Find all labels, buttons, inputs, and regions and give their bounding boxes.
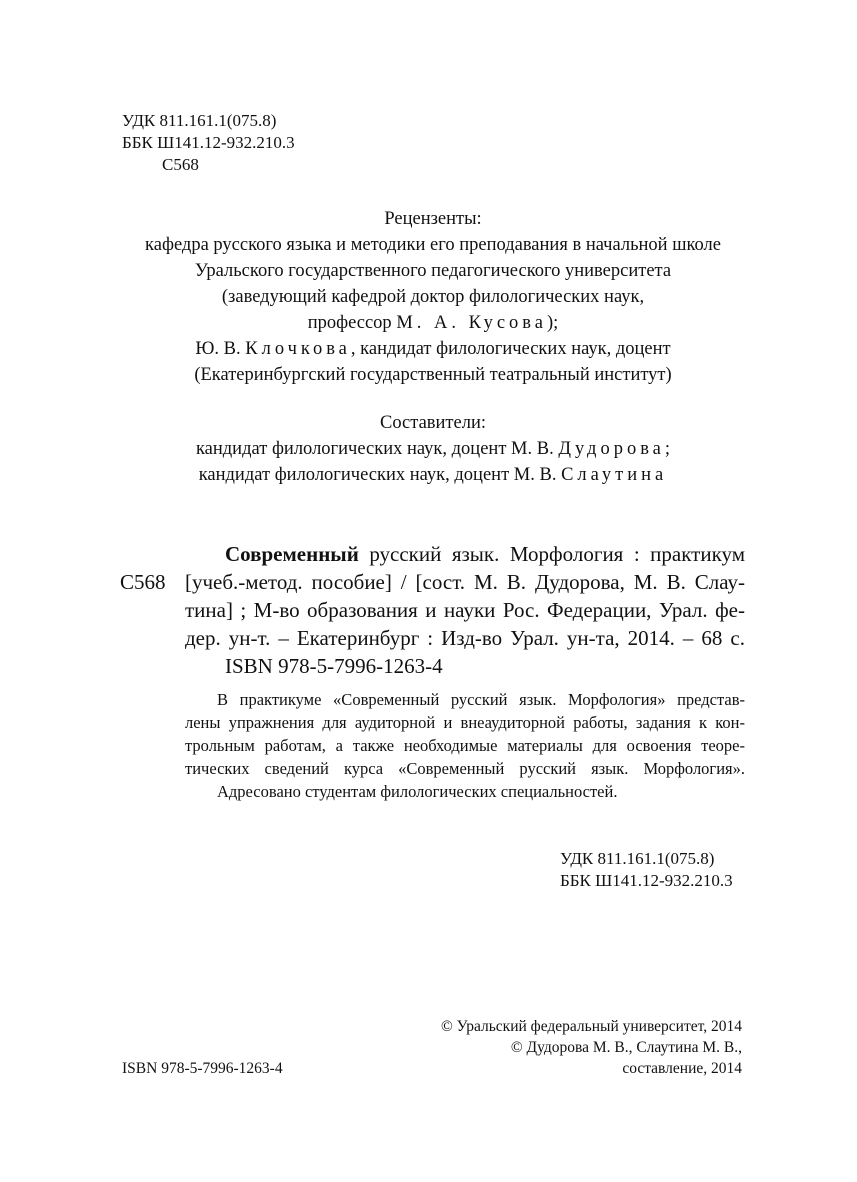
catalog-title-line: [225, 540, 745, 568]
catalog-card: [120, 540, 745, 680]
copyright-line: © Уральский федеральный университет, 2014: [440, 1018, 742, 1035]
reviewer-org-line: (заведующий кафедрой доктор филологических наук,: [221, 287, 645, 307]
catalog-code: С568: [120, 570, 166, 594]
classification-codes-top: [122, 110, 295, 176]
catalog-row: [120, 624, 745, 652]
annotation-line: тических сведений курса «Современный русский язык. Морфология».: [185, 759, 745, 778]
annotation-line: Адресовано студентам филологических специальностей.: [217, 782, 618, 801]
compiler-line: [100, 462, 766, 488]
copyright-line: © Дудорова М. В., Слаутина М. В.,: [510, 1039, 742, 1056]
bbk-code: ББК Ш141.12-932.210.3: [560, 871, 733, 890]
compiler-line: [100, 436, 766, 462]
catalog-title: Современный: [225, 542, 359, 566]
catalog-row: [120, 540, 745, 568]
reviewer-name: М. А. Кусова: [396, 313, 547, 333]
annotation-line: В практикуме «Современный русский язык. Морфология» представ-: [217, 690, 745, 709]
reviewer-suffix: );: [546, 313, 559, 333]
compilers-block: [100, 410, 766, 488]
reviewers-heading: Рецензенты:: [384, 209, 482, 229]
compiler-degree: кандидат филологических наук, доцент: [195, 439, 507, 459]
reviewer-person: [100, 336, 766, 362]
catalog-line: дер. ун-т. – Екатеринбург : Изд-во Урал. ун-та, 2014. – 68 с.: [185, 626, 745, 650]
annotation-line: трольным работам, а также необходимые материалы для освоения теоре-: [185, 736, 745, 755]
compiler-surname: Слаутина: [561, 465, 668, 485]
reviewer-surname: Клочкова: [245, 339, 351, 359]
compiler-initials: М. В.: [513, 465, 557, 485]
annotation-line: лены упражнения для аудиторной и внеаудиторной работы, задания к кон-: [185, 713, 745, 732]
catalog-row: [120, 568, 745, 596]
reviewer-org-line: кафедра русского языка и методики его преподавания в начальной школе: [145, 235, 721, 255]
catalog-isbn: ISBN 978-5-7996-1263-4: [225, 654, 443, 678]
annotation: [185, 688, 745, 803]
reviewer-degree: , кандидат филологических наук, доцент: [350, 339, 671, 359]
compiler-degree: кандидат филологических наук, доцент: [198, 465, 510, 485]
reviewer-initials: Ю. В.: [195, 339, 241, 359]
copyright-block: [400, 1016, 742, 1079]
reviewers-block: [100, 206, 766, 388]
compiler-suffix: ;: [664, 439, 671, 459]
classification-codes-bottom: [560, 848, 733, 892]
catalog-line: тина] ; М-во образования и науки Рос. Федерации, Урал. фе-: [185, 598, 745, 622]
compiler-surname: Дудорова: [558, 439, 665, 459]
compiler-initials: М. В.: [511, 439, 554, 459]
reviewer-org-head: [100, 310, 766, 336]
copyright-line: составление, 2014: [622, 1060, 742, 1077]
catalog-line: [учеб.-метод. пособие] / [сост. М. В. Дудорова, М. В. Слау-: [185, 570, 745, 594]
udk-code: УДК 811.161.1(075.8): [560, 849, 715, 868]
isbn-bottom: ISBN 978-5-7996-1263-4: [122, 1060, 283, 1077]
reviewer-title: профессор: [307, 313, 392, 333]
reviewer-org-line: Уральского государственного педагогического университета: [194, 261, 672, 281]
reviewer-person-org: (Екатеринбургский государственный театральный институт): [194, 365, 672, 385]
udk-code: УДК 811.161.1(075.8): [122, 111, 277, 130]
catalog-row: [120, 652, 745, 680]
compilers-heading: Составители:: [380, 413, 486, 433]
catalog-title-rest: русский язык. Морфология : практикум: [358, 542, 745, 566]
bbk-code: ББК Ш141.12-932.210.3: [122, 133, 295, 152]
catalog-row: [120, 596, 745, 624]
author-sign: С568: [162, 155, 199, 174]
